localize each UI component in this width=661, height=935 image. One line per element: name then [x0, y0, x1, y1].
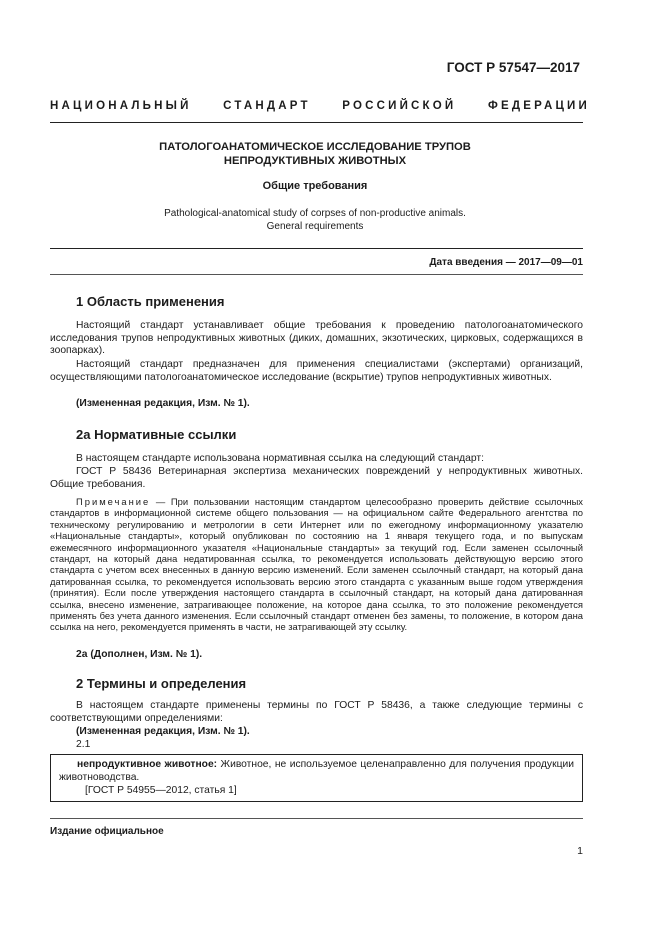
english-title-line-2: General requirements: [266, 221, 364, 232]
section-2a-paragraph-1: В настоящем стандарте использована нормативная ссылка на следующий стандарт:: [76, 453, 484, 464]
standard-code: ГОСТ Р 57547—2017: [446, 60, 580, 75]
document-title: [80, 140, 550, 168]
divider: [50, 818, 583, 819]
term-item-number: 2.1: [76, 739, 91, 750]
english-title: [100, 207, 530, 233]
divider: [50, 274, 583, 275]
section-2a-note: Примечание — При пользовании настоящим стандартом целесообразно проверить действие ссылочных стандартов в информационной системе общего пользования — на официальном сайте Федерального агентства по техническому регулированию и метрологии в сети Интернет или по ежегодному информационному указателю «Национальные стандарты», который опубликован по состоянию на 1 января текущего года, и по выпускам ежемесячного информационного указателя «Национальные стандарты» за текущий год. Если заменен ссылочный стандарт, на который дана недатированная ссылка, то рекомендуется использовать действующую версию этого стандарта с учетом всех внесенных в данную версию изменений. Если заменен ссылочный стандарт, на который дана датированная ссылка, то рекомендуется использовать версию этого стандарта с указанным выше годом утверждения (принятия). Если после утверждения настоящего стандарта в ссылочный стандарт, на который дана датированная ссылка, внесено изменение, затрагивающее положение, на которое дана ссылка, то это положение рекомендуется применять без учета данного изменения. Если ссылочный стандарт отменен без замены, то положение, в котором дана ссылка на него, рекомендуется применять в части, не затрагивающей эту ссылку.: [50, 496, 583, 633]
page-number: 1: [577, 845, 583, 857]
title-line-1: ПАТОЛОГОАНАТОМИЧЕСКОЕ ИССЛЕДОВАНИЕ ТРУПОВ: [159, 141, 471, 153]
section-1-heading: 1 Область применения: [76, 294, 225, 309]
section-2-heading: 2 Термины и определения: [76, 676, 247, 691]
divider: [50, 248, 583, 249]
note-label: Примечание: [76, 496, 151, 507]
document-subtitle: Общие требования: [262, 180, 368, 192]
title-line-2: НЕПРОДУКТИВНЫХ ЖИВОТНЫХ: [223, 155, 407, 167]
section-1-amendment: (Измененная редакция, Изм. № 1).: [76, 398, 250, 409]
section-2a-reference: ГОСТ Р 58436 Ветеринарная экспертиза механических повреждений у непродуктивных животных. Общие требования.: [50, 466, 583, 490]
english-title-line-1: Pathological-anatomical study of corpses of non-productive animals.: [164, 208, 466, 219]
section-1-paragraph-2: Настоящий стандарт предназначен для применения специалистами (экспертами) организаций, осуществляющими патологоанатомическое исследование (вскрытие) трупов непродуктивных животных.: [50, 359, 583, 383]
introduction-date: Дата введения — 2017—09—01: [429, 257, 583, 268]
national-standard-banner: НАЦИОНАЛЬНЫЙ СТАНДАРТ РОССИЙСКОЙ ФЕДЕРАЦИИ: [50, 100, 590, 112]
section-2a-amendment: 2а (Дополнен, Изм. № 1).: [76, 649, 203, 660]
section-2-amendment: (Измененная редакция, Изм. № 1).: [76, 726, 250, 737]
section-2a-heading: 2а Нормативные ссылки: [76, 427, 237, 442]
term-source: [ГОСТ Р 54955—2012, статья 1]: [85, 785, 237, 796]
term-name: непродуктивное животное:: [77, 759, 218, 770]
term-definition-box: [50, 754, 583, 802]
section-2-paragraph-1: В настоящем стандарте применены термины по ГОСТ Р 58436, а также следующие термины с соответствующими определениями:: [50, 700, 583, 724]
section-1-paragraph-1: Настоящий стандарт устанавливает общие требования к проведению патологоанатомического исследования трупов непродуктивных животных (диких, домашних, экзотических, цирковых, содержащихся в зоопарках).: [50, 320, 583, 357]
official-edition-label: Издание официальное: [50, 826, 164, 837]
divider: [50, 122, 583, 123]
term-definition: непродуктивное животное: Животное, не используемое целенаправленно для получения продукции животноводства.: [59, 759, 574, 783]
